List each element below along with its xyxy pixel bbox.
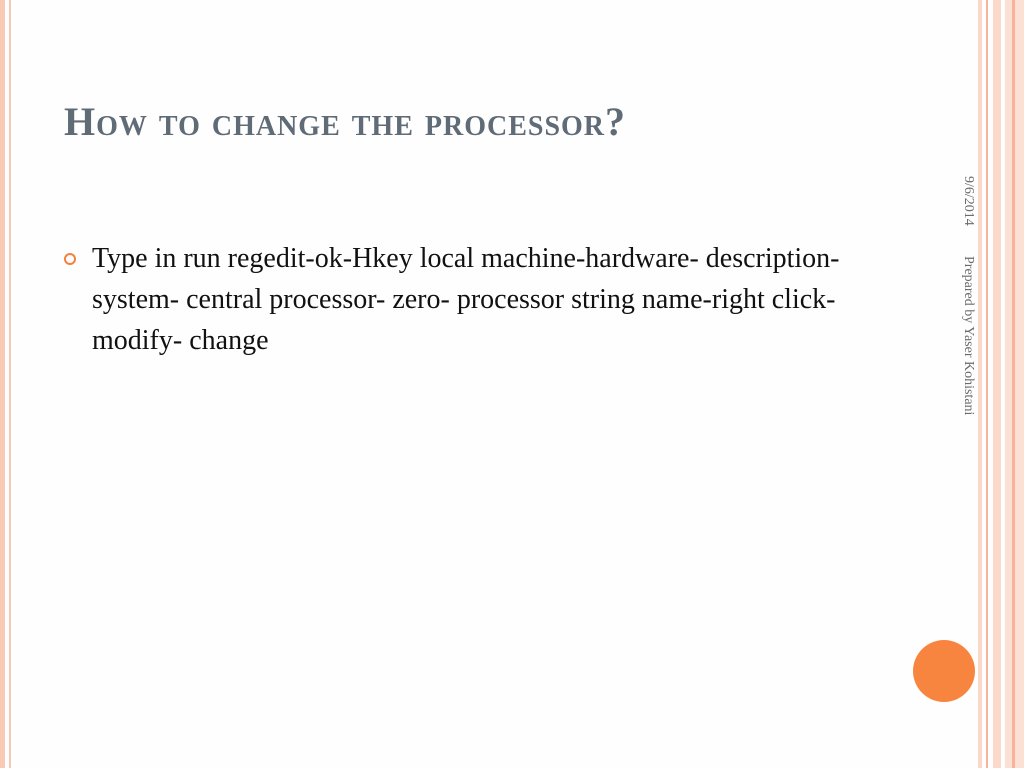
- right-border-stripe: [993, 0, 1001, 768]
- list-item: [64, 238, 894, 361]
- footer-date: 9/6/2014: [961, 176, 976, 226]
- right-border-stripe: [978, 0, 982, 768]
- bullet-list: [64, 238, 894, 361]
- decorative-circle: [913, 640, 975, 702]
- bullet-text: Type in run regedit-ok-Hkey local machine-hardware- description- system- central processor- zero- processor string name-right click- modify- change: [92, 243, 840, 356]
- right-border-stripe: [1012, 0, 1015, 768]
- bullet-circle-icon: [64, 253, 76, 265]
- right-border-stripe: [986, 0, 988, 768]
- slide-title: How to change the processor?: [64, 99, 627, 144]
- footer-author: Prepared by Yaser Kohistani: [961, 255, 976, 416]
- left-border-line: [0, 0, 5, 768]
- left-border-line: [9, 0, 11, 768]
- vertical-footer: [952, 176, 976, 506]
